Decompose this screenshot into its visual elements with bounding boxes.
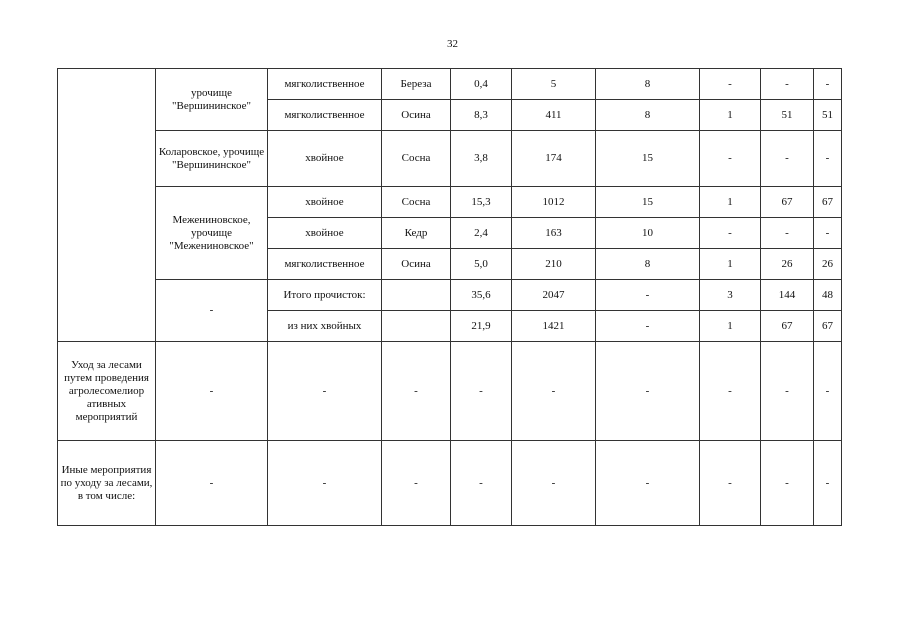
table-row-activity [58, 342, 842, 441]
species-cell: Сосна [382, 187, 451, 218]
value-cell: 1 [700, 311, 761, 342]
value-cell: - [814, 342, 842, 441]
value-cell: 67 [814, 311, 842, 342]
value-cell: 1 [700, 187, 761, 218]
value-cell: 1012 [512, 187, 596, 218]
value-cell: - [761, 441, 814, 526]
table-row [58, 69, 842, 100]
value-cell: 26 [814, 249, 842, 280]
table-row [58, 187, 842, 218]
forest-type-cell: хвойное [268, 131, 382, 187]
species-cell-empty [382, 280, 451, 311]
value-cell: 51 [814, 100, 842, 131]
species-cell: Осина [382, 100, 451, 131]
activity-cell-empty [58, 69, 156, 342]
value-cell: - [761, 342, 814, 441]
forest-type-cell: - [268, 342, 382, 441]
value-cell: 8 [596, 100, 700, 131]
value-cell: 8 [596, 249, 700, 280]
value-cell: 8,3 [451, 100, 512, 131]
value-cell: 67 [761, 187, 814, 218]
value-cell: 5,0 [451, 249, 512, 280]
value-cell: - [761, 69, 814, 100]
value-cell: 15,3 [451, 187, 512, 218]
value-cell: 15 [596, 187, 700, 218]
area-cell: Коларовское, урочище "Вершининское" [156, 131, 268, 187]
table-row-activity [58, 441, 842, 526]
area-cell: - [156, 441, 268, 526]
value-cell: 0,4 [451, 69, 512, 100]
value-cell: 1421 [512, 311, 596, 342]
table-row-total [58, 280, 842, 311]
value-cell: 144 [761, 280, 814, 311]
area-cell: - [156, 280, 268, 342]
value-cell: 5 [512, 69, 596, 100]
value-cell: - [700, 218, 761, 249]
species-cell: Кедр [382, 218, 451, 249]
value-cell: 2,4 [451, 218, 512, 249]
total-label: Итого прочисток: [268, 280, 382, 311]
value-cell: 51 [761, 100, 814, 131]
species-cell: - [382, 342, 451, 441]
value-cell: - [814, 218, 842, 249]
value-cell: - [512, 342, 596, 441]
value-cell: - [451, 342, 512, 441]
area-cell: - [156, 342, 268, 441]
value-cell: - [814, 441, 842, 526]
species-cell-empty [382, 311, 451, 342]
area-cell: Межениновское, урочище "Межениновское" [156, 187, 268, 280]
value-cell: 10 [596, 218, 700, 249]
forest-type-cell: хвойное [268, 187, 382, 218]
value-cell: - [596, 441, 700, 526]
value-cell: - [596, 311, 700, 342]
value-cell: 8 [596, 69, 700, 100]
page-number: 32 [447, 38, 458, 50]
value-cell: 26 [761, 249, 814, 280]
forest-type-cell: - [268, 441, 382, 526]
value-cell: 3,8 [451, 131, 512, 187]
value-cell: - [512, 441, 596, 526]
area-cell: урочище "Вершининское" [156, 69, 268, 131]
value-cell: - [761, 218, 814, 249]
value-cell: - [451, 441, 512, 526]
value-cell: - [700, 131, 761, 187]
value-cell: - [700, 69, 761, 100]
value-cell: - [596, 280, 700, 311]
value-cell: 3 [700, 280, 761, 311]
value-cell: 210 [512, 249, 596, 280]
forest-type-cell: мягколиственное [268, 100, 382, 131]
value-cell: 21,9 [451, 311, 512, 342]
activity-name: Иные мероприятия по уходу за лесами, в том числе: [58, 441, 156, 526]
value-cell: - [761, 131, 814, 187]
activity-name: Уход за лесами путем проведения агролесомелиор ативных мероприятий [58, 342, 156, 441]
value-cell: 67 [761, 311, 814, 342]
table-row [58, 131, 842, 187]
forest-care-table [57, 68, 842, 526]
value-cell: 48 [814, 280, 842, 311]
species-cell: Осина [382, 249, 451, 280]
value-cell: 411 [512, 100, 596, 131]
value-cell: 163 [512, 218, 596, 249]
value-cell: 15 [596, 131, 700, 187]
value-cell: 1 [700, 249, 761, 280]
value-cell: 2047 [512, 280, 596, 311]
forest-type-cell: мягколиственное [268, 249, 382, 280]
value-cell: - [596, 342, 700, 441]
value-cell: - [814, 69, 842, 100]
species-cell: Сосна [382, 131, 451, 187]
forest-type-cell: мягколиственное [268, 69, 382, 100]
value-cell: 1 [700, 100, 761, 131]
value-cell: - [700, 441, 761, 526]
species-cell: - [382, 441, 451, 526]
value-cell: - [814, 131, 842, 187]
value-cell: 67 [814, 187, 842, 218]
value-cell: - [700, 342, 761, 441]
subtotal-label: из них хвойных [268, 311, 382, 342]
forest-type-cell: хвойное [268, 218, 382, 249]
value-cell: 35,6 [451, 280, 512, 311]
species-cell: Береза [382, 69, 451, 100]
value-cell: 174 [512, 131, 596, 187]
